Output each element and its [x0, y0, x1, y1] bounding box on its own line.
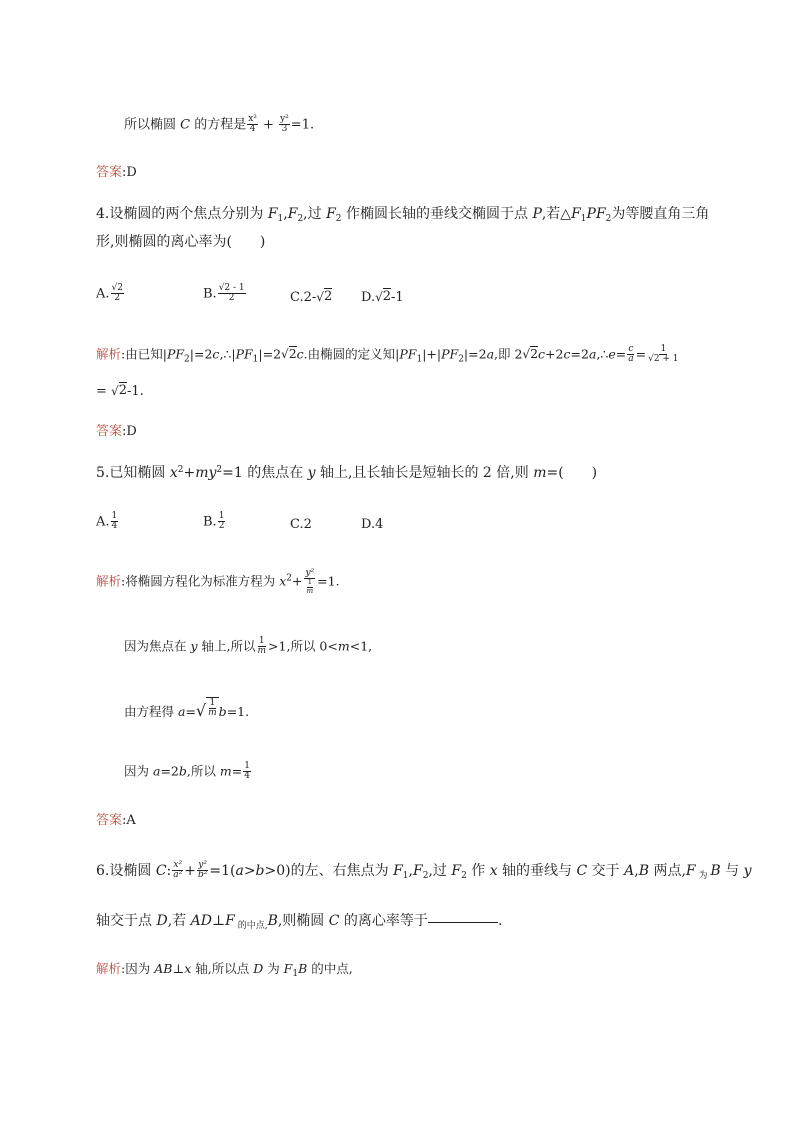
question-6-line-1: 6.设椭圆 C: $\frac{\text{x²}}{\text{a²}}$ + $\frac{\text{y²}}{\text{b²}}$ =1(a>b>0)的左、右焦点为 $F_1,F_2$,过 $F_2$ 作 x 轴的垂线与 C 交于 A,B 两点,F $_为$ B 与 y [96, 860, 752, 881]
question-4-solution-line-2: = √ 2 -1. [96, 383, 144, 399]
option-d: D.4 [361, 517, 384, 532]
option-b: B. $\frac{1}{2}$ [203, 511, 225, 532]
option-a: A. $\frac{1}{4}$ [96, 511, 118, 532]
analysis-label: 解析 [96, 346, 122, 362]
question-5-line-1: 5.已知椭圆 $x^2+my^2=1$ 的焦点在 y 轴上,且长轴长是短轴长的 2 倍,则 m=( ) [96, 465, 598, 481]
question-5-solution-line-4: 因为 a=2b,所以 m= $\frac{1}{4}$ [124, 761, 250, 782]
ellipse-equation-line: 所以椭圆 C 的方程是 $\frac{\text{x²}}{4}$ + $\frac{\text{y²}}{3}$ =1. [124, 114, 315, 135]
answer-label: 答案 [96, 165, 123, 180]
answer-line-5: 答案:A [96, 813, 136, 828]
fraction-x2-over-4: $\frac{\text{x²}}{4}$ [248, 114, 257, 135]
answer-line-3: 答案:D [96, 165, 137, 180]
question-5-solution-line-1: 解析:将椭圆方程化为标准方程为 $x^2+$ $\frac{\text{y²}}{\frac{1}{m}}$ =1. [96, 568, 340, 595]
question-5-solution-line-2: 因为焦点在 y 轴上,所以 $\frac{1}{m}$ >1,所以 0<m<1, [124, 636, 373, 657]
answer-line-4: 答案:D [96, 424, 137, 439]
answer-value: D [126, 165, 137, 180]
option-d: D. √ 2 -1 [361, 289, 404, 305]
answer-blank [428, 921, 498, 923]
option-c: C.2 [290, 517, 312, 532]
fraction-y2-over-3: $\frac{\text{y²}}{3}$ [280, 114, 289, 135]
question-6-solution-line-1: 解析:因为 AB⊥x 轴,所以点 D 为 $F_1B$ 的中点, [96, 961, 353, 979]
question-4-line-1: 4.设椭圆的两个焦点分别为 $F_1,F_2$,过 $F_2$ 作椭圆长轴的垂线交椭圆于点 P,若$\triangle F_1PF_2$为等腰直角三角 [96, 206, 710, 224]
option-a: A. $\frac{√2}{2}$ [96, 283, 123, 304]
option-c: C.2- √ 2 [290, 289, 333, 305]
question-6-line-2: 轴交于点 D,若 AD⊥F $_{的中点,}$B,则椭圆 C 的离心率等于 . [96, 913, 503, 931]
question-4-line-2: 形,则椭圆的离心率为( ) [96, 234, 266, 250]
option-b: B. $\frac{√2 - 1}{2}$ [203, 283, 245, 304]
question-5-solution-line-3: 由方程得 a= √ $\frac{1}{m}$ b=1. [124, 698, 250, 720]
question-4-solution-line-1: 解析:由已知$|PF_2|=2c,\therefore|PF_1|=2$ √ 2 c.由椭圆的定义知$|PF_1|+|PF_2|=2a$,即 2 √ 2 c+2c=2a,∴e= $\frac{c}{a}$ = $\frac{1}{√2 + 1}$ [96, 344, 679, 365]
